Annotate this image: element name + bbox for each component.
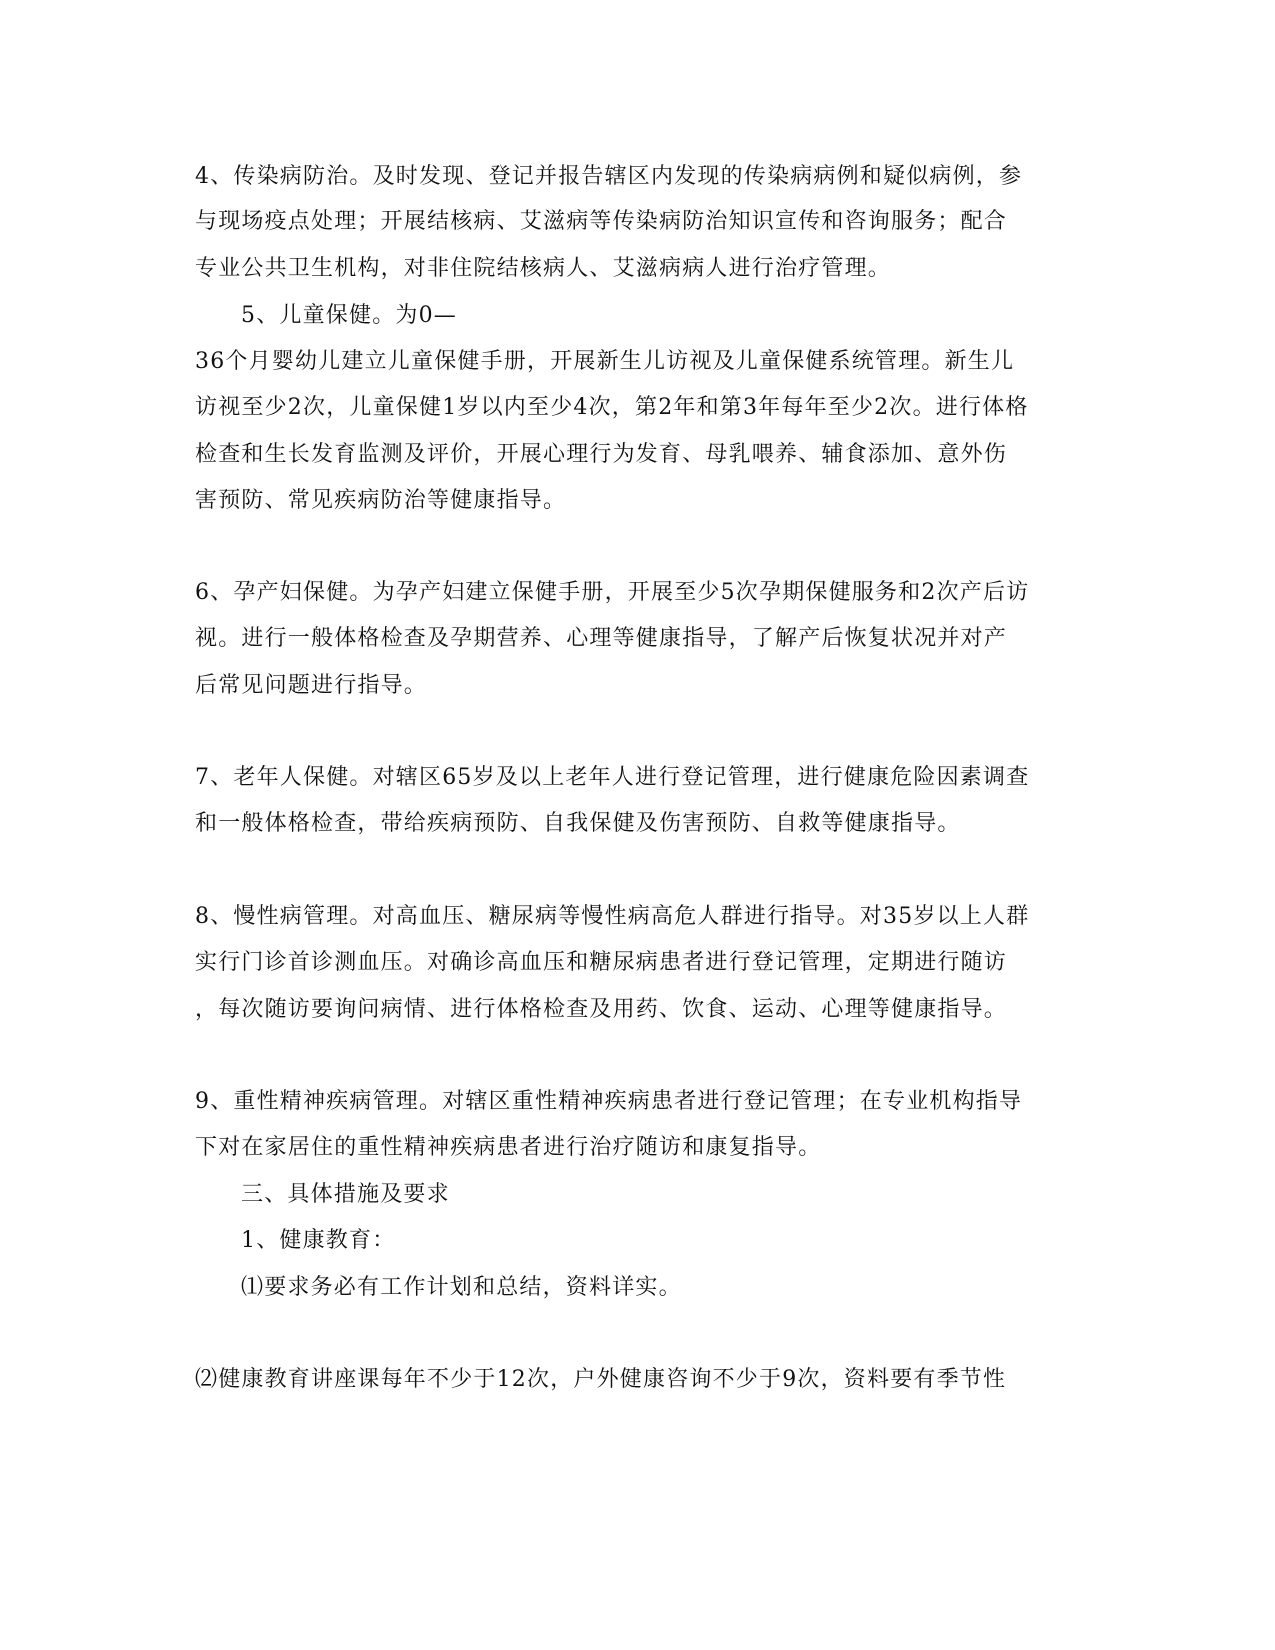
paragraph-6-line-2: 视。进行一般体格检查及孕期营养、心理等健康指导，了解产后恢复状况并对产 xyxy=(195,626,1008,651)
paragraph-5-line-2: 访视至少2次，儿童保健1岁以内至少4次，第2年和第3年每年至少2次。进行体格 xyxy=(195,395,1029,420)
paragraph-5-line-1: 36个月婴幼儿建立儿童保健手册，开展新生儿访视及儿童保健系统管理。新生儿 xyxy=(195,349,1015,374)
item-2-line: ⑵健康教育讲座课每年不少于12次，户外健康咨询不少于9次，资料要有季节性 xyxy=(195,1367,1007,1392)
item-1-line: ⑴要求务必有工作计划和总结，资料详实。 xyxy=(241,1275,682,1300)
paragraph-4-line-3: 专业公共卫生机构，对非住院结核病人、艾滋病病人进行治疗管理。 xyxy=(195,256,892,281)
paragraph-9-line-2: 下对在家居住的重性精神疾病患者进行治疗随访和康复指导。 xyxy=(195,1135,822,1160)
paragraph-4-line-2: 与现场疫点处理；开展结核病、艾滋病等传染病防治知识宣传和咨询服务；配合 xyxy=(195,209,1008,234)
paragraph-8-line-2: 实行门诊首诊测血压。对确诊高血压和糖尿病患者进行登记管理，定期进行随访 xyxy=(195,950,1008,975)
paragraph-9-line-1: 9、重性精神疾病管理。对辖区重性精神疾病患者进行登记管理；在专业机构指导 xyxy=(195,1089,1023,1114)
paragraph-8-line-3: ，每次随访要询问病情、进行体格检查及用药、饮食、运动、心理等健康指导。 xyxy=(195,997,1008,1022)
paragraph-5-line-4: 害预防、常见疾病防治等健康指导。 xyxy=(195,488,567,513)
paragraph-8-line-1: 8、慢性病管理。对高血压、糖尿病等慢性病高危人群进行指导。对35岁以上人群 xyxy=(195,904,1030,929)
paragraph-6-line-3: 后常见问题进行指导。 xyxy=(195,673,428,698)
paragraph-5-line-3: 检查和生长发育监测及评价，开展心理行为发育、母乳喂养、辅食添加、意外伤 xyxy=(195,442,1008,467)
paragraph-6-line-1: 6、孕产妇保健。为孕产妇建立保健手册，开展至少5次孕期保健服务和2次产后访 xyxy=(195,580,1030,605)
subsection-1-heading: 1、健康教育： xyxy=(241,1228,396,1253)
paragraph-5-heading: 5、儿童保健。为0— xyxy=(241,303,457,328)
paragraph-4-line-1: 4、传染病防治。及时发现、登记并报告辖区内发现的传染病病例和疑似病例，参 xyxy=(195,164,1023,189)
paragraph-7-line-1: 7、老年人保健。对辖区65岁及以上老年人进行登记管理，进行健康危险因素调查 xyxy=(195,765,1030,790)
section-3-heading: 三、具体措施及要求 xyxy=(241,1182,450,1207)
paragraph-7-line-2: 和一般体格检查，带给疾病预防、自我保健及伤害预防、自救等健康指导。 xyxy=(195,811,961,836)
